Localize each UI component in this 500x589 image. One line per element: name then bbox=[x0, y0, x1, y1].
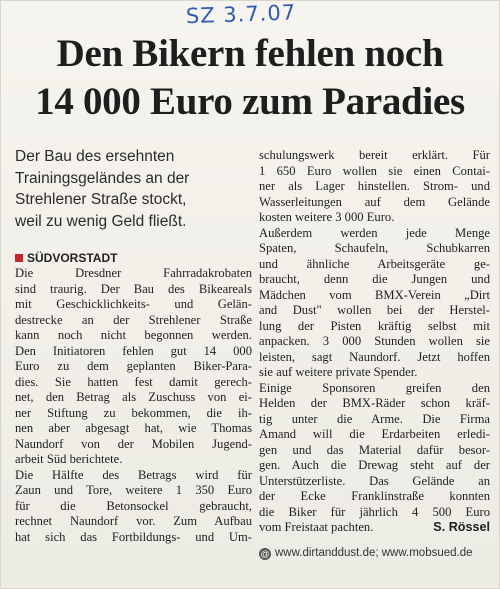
body-line: und ähnliche Arbeitsgeräte ge- bbox=[259, 256, 490, 271]
headline bbox=[10, 30, 490, 126]
body-line: Euro zu dem geplanten Biker-Para- bbox=[15, 359, 252, 373]
body-line: destrecke an der Strehlener Straße bbox=[15, 312, 252, 327]
body-line: Wasserleitungen auf dem Gelände bbox=[259, 194, 490, 209]
kicker-label: SÜDVORSTADT bbox=[27, 251, 118, 265]
body-line: Helden der BMX-Räder schon kräf- bbox=[259, 396, 490, 410]
handwritten-date-note: SZ 3.7.07 bbox=[185, 0, 297, 29]
body-line: Einige Sponsoren greifen den bbox=[259, 380, 490, 395]
body-line: Außerdem werden jede Menge bbox=[259, 225, 490, 240]
body-line: Die Hälfte des Betrags wird für bbox=[15, 467, 252, 482]
teaser-line: Trainingsgeländes an der bbox=[15, 169, 190, 187]
body-line: nen aber abgesagt hat, wie Thomas bbox=[15, 421, 252, 435]
article-column-right bbox=[259, 148, 490, 536]
body-line: kann noch nicht begonnen werden. bbox=[15, 328, 252, 342]
body-line: hat sich das Fortbildungs- und Um- bbox=[15, 529, 252, 544]
body-line: arbeit Süd berichtete. bbox=[15, 452, 123, 466]
body-line: dies. Sie hatten fest damit gerech- bbox=[15, 374, 252, 389]
footer-links bbox=[259, 547, 490, 561]
body-line: vom Freistaat pachten. bbox=[259, 520, 374, 534]
body-line: Mädchen vom BMX-Verein „Dirt bbox=[259, 287, 490, 302]
teaser-line: Strehlener Straße stockt, bbox=[15, 191, 187, 208]
body-line: gen. Auch die Drewag steht auf der bbox=[259, 458, 490, 472]
body-line: net, den Betrag als Zuschuss von ei- bbox=[15, 390, 252, 404]
teaser-line: Der Bau des ersehnten bbox=[15, 148, 175, 165]
headline-line-2: 14 000 Euro zum Paradies bbox=[35, 80, 465, 123]
body-line: 1 650 Euro wollen sie einen Contai- bbox=[259, 163, 490, 178]
teaser-line: weil zu wenig Geld fließt. bbox=[15, 212, 187, 230]
body-line: leisten, sagt Naundorf. Jetzt hoffen bbox=[259, 349, 490, 364]
at-sign-icon: @ bbox=[260, 549, 270, 559]
headline-line-1: Den Bikern fehlen noch bbox=[56, 32, 444, 75]
body-line: die Biker für jährlich 4 500 Euro bbox=[259, 504, 490, 519]
body-line: ner Stiftung zu bekommen, die ih- bbox=[15, 405, 252, 420]
body-line: sie auf weitere private Spender. bbox=[259, 365, 418, 379]
body-line: anpacken. 3 000 Stunden wollen sie bbox=[259, 334, 490, 348]
body-line: Naundorf von der Mobilen Jugend- bbox=[15, 436, 252, 451]
body-line: Die Dresdner Fahrradakrobaten bbox=[15, 266, 252, 280]
body-line: ner als Lager hinstellen. Strom- und bbox=[259, 179, 490, 193]
article-column-left bbox=[15, 266, 252, 545]
body-line: sind traurig. Der Bau des Bikeareals bbox=[15, 281, 252, 296]
body-line: Unterstützerliste. Das Gelände an bbox=[259, 473, 490, 488]
teaser-paragraph bbox=[15, 146, 253, 232]
body-line: tig unter die Arme. Die Firma bbox=[259, 411, 490, 426]
body-line: mit Geschicklichkeits- und Gelän- bbox=[15, 297, 252, 311]
body-line: kosten weitere 3 000 Euro. bbox=[259, 210, 395, 224]
body-line: braucht, denn die Jungen und bbox=[259, 272, 490, 286]
body-line: rechnet Naundorf vor. Zum Aufbau bbox=[15, 514, 252, 528]
body-line: Spaten, Schaufeln, Schubkarren bbox=[259, 241, 490, 255]
body-line: Den Initiatoren fehlen gut 14 000 bbox=[15, 343, 252, 358]
footer-urls[interactable]: www.dirtanddust.de; www.mobsued.de bbox=[275, 547, 473, 559]
body-line: für die Betonsockel gebraucht, bbox=[15, 498, 252, 513]
body-line: Amand will die Erdarbeiten erledi- bbox=[259, 427, 490, 441]
body-line: schulungswerk bereit erklärt. Für bbox=[259, 148, 490, 162]
section-kicker bbox=[15, 251, 117, 266]
body-line-last bbox=[259, 520, 490, 536]
body-line: lung der Pisten kräftig selbst mit bbox=[259, 318, 490, 333]
body-line: der Ecke Franklinstraße konnten bbox=[259, 489, 490, 503]
body-line: gen und das Material dafür besor- bbox=[259, 442, 490, 457]
body-line: Zaun und Tore, weitere 1 350 Euro bbox=[15, 483, 252, 497]
red-square-icon bbox=[15, 254, 23, 262]
body-line: and Dust" wollen bei der Herstel- bbox=[259, 303, 490, 317]
author-byline: S. Rössel bbox=[433, 520, 490, 534]
